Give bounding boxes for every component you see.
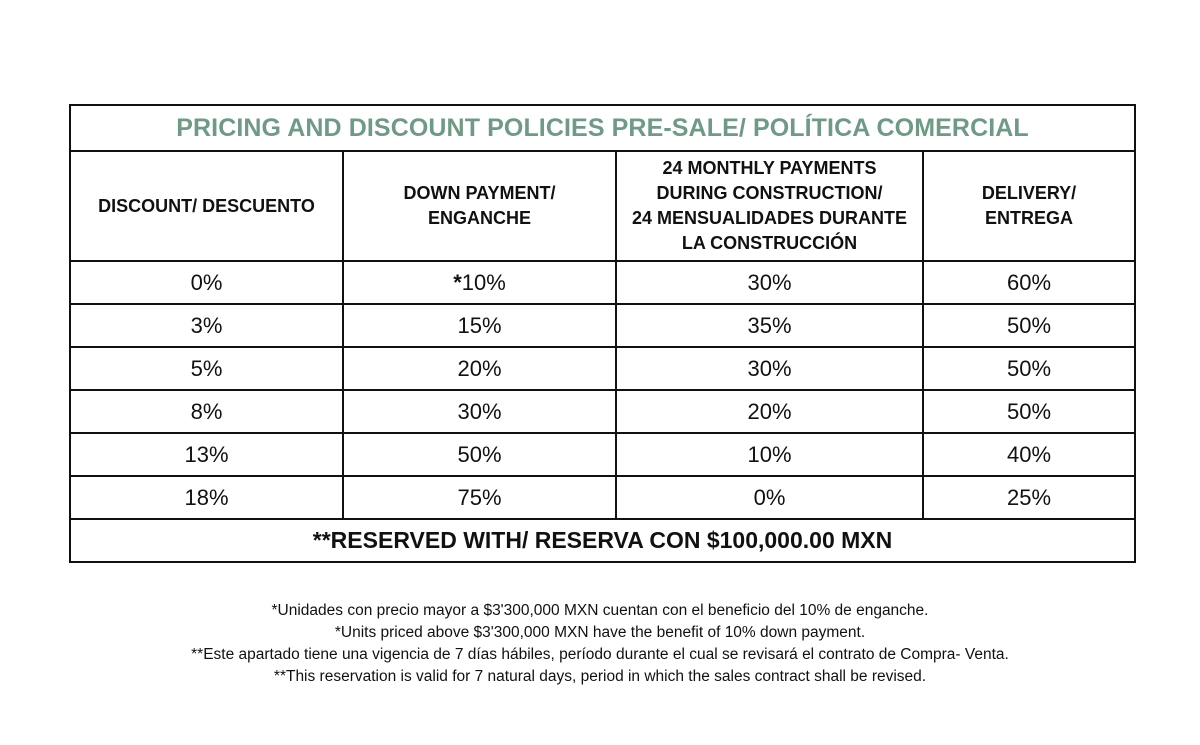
- table-title: PRICING AND DISCOUNT POLICIES PRE-SALE/ POLÍTICA COMERCIAL: [70, 105, 1135, 151]
- down-payment-cell: [343, 433, 616, 476]
- down-payment-cell: [343, 390, 616, 433]
- title-row: [70, 105, 1135, 151]
- header-down-payment-line: ENGANCHE: [427, 208, 531, 228]
- header-delivery-line: ENTREGA: [985, 208, 1074, 228]
- header-down-payment: [343, 151, 616, 261]
- monthly-cell: 30%: [616, 347, 923, 390]
- delivery-cell: 50%: [923, 304, 1135, 347]
- discount-cell: 18%: [70, 476, 343, 519]
- delivery-cell: 50%: [923, 390, 1135, 433]
- down-payment-value: 30%: [457, 398, 502, 424]
- table-row: [70, 476, 1135, 519]
- delivery-cell: 40%: [923, 433, 1135, 476]
- header-delivery: [923, 151, 1135, 261]
- monthly-cell: 30%: [616, 261, 923, 304]
- delivery-cell: 25%: [923, 476, 1135, 519]
- header-monthly-payments: [616, 151, 923, 261]
- down-payment-value: 50%: [457, 441, 502, 467]
- header-monthly-line: LA CONSTRUCCIÓN: [681, 233, 858, 253]
- reservation-row: [70, 519, 1135, 562]
- header-discount: [70, 151, 343, 261]
- header-monthly-line: 24 MONTHLY PAYMENTS: [662, 158, 877, 178]
- pricing-table: [69, 104, 1136, 563]
- footnotes: [0, 600, 1200, 688]
- asterisk-marker: *: [453, 269, 462, 295]
- footnote: **This reservation is valid for 7 natural days, period in which the sales contract shall be revised.: [273, 668, 927, 685]
- delivery-cell: 50%: [923, 347, 1135, 390]
- reservation-note: **RESERVED WITH/ RESERVA CON $100,000.00 MXN: [70, 519, 1135, 562]
- header-discount-line: DISCOUNT/ DESCUENTO: [98, 195, 315, 216]
- header-delivery-line: DELIVERY/: [981, 183, 1077, 203]
- table-row: [70, 304, 1135, 347]
- discount-cell: 5%: [70, 347, 343, 390]
- monthly-cell: 20%: [616, 390, 923, 433]
- table-row: [70, 390, 1135, 433]
- table-row: [70, 433, 1135, 476]
- discount-cell: 13%: [70, 433, 343, 476]
- down-payment-cell: [343, 304, 616, 347]
- down-payment-cell: [343, 261, 616, 304]
- down-payment-value: 20%: [457, 355, 502, 381]
- down-payment-cell: [343, 476, 616, 519]
- down-payment-cell: [343, 347, 616, 390]
- down-payment-value: 15%: [457, 312, 502, 338]
- monthly-cell: 0%: [616, 476, 923, 519]
- footnote: *Units priced above $3'300,000 MXN have the benefit of 10% down payment.: [334, 624, 866, 641]
- delivery-cell: 60%: [923, 261, 1135, 304]
- header-row: [70, 151, 1135, 261]
- table-row: [70, 347, 1135, 390]
- monthly-cell: 10%: [616, 433, 923, 476]
- discount-cell: 0%: [70, 261, 343, 304]
- header-monthly-line: 24 MENSUALIDADES DURANTE: [631, 208, 908, 228]
- footnote: *Unidades con precio mayor a $3'300,000 MXN cuentan con el beneficio del 10% de enganche.: [271, 602, 929, 619]
- down-payment-value: 75%: [457, 484, 502, 510]
- discount-cell: 8%: [70, 390, 343, 433]
- footnote: **Este apartado tiene una vigencia de 7 días hábiles, período durante el cual se revisará el contrato de Compra- Venta.: [191, 646, 1009, 663]
- discount-cell: 3%: [70, 304, 343, 347]
- header-monthly-line: DURING CONSTRUCTION/: [656, 183, 883, 203]
- monthly-cell: 35%: [616, 304, 923, 347]
- down-payment-value: 10%: [461, 269, 506, 295]
- table-row: [70, 261, 1135, 304]
- header-down-payment-line: DOWN PAYMENT/: [403, 183, 556, 203]
